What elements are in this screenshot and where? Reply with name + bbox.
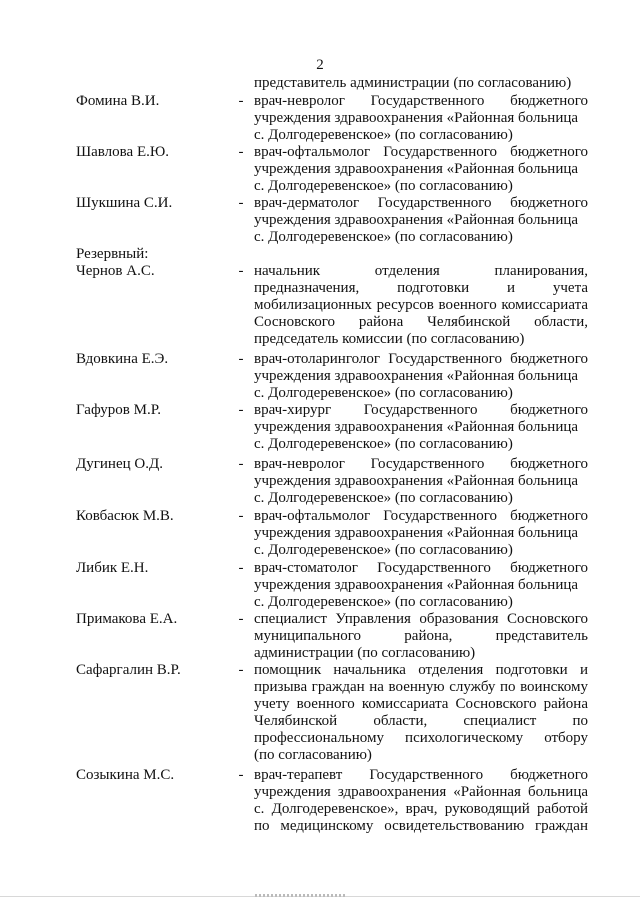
member-role-line: учреждения здравоохранения «Районная больница — [254, 577, 579, 593]
member-role-line: муниципального района, представитель — [254, 628, 588, 644]
member-name: Чернов А.С. — [76, 263, 155, 279]
member-role-line: врач-офтальмолог Государственного бюджетного — [254, 508, 588, 524]
member-role-line: предназначения, подготовки и учета — [254, 280, 588, 296]
member-name: Либик Е.Н. — [76, 560, 149, 576]
member-role-line: с. Долгодеревенское» (по согласованию) — [254, 542, 513, 558]
member-role-line: учреждения здравоохранения «Районная больница — [254, 212, 579, 228]
dash-separator: - — [238, 611, 244, 627]
member-name: Примакова Е.А. — [76, 611, 178, 627]
lead-in-text: представитель администрации (по согласованию) — [254, 75, 572, 91]
member-name: Ковбасюк М.В. — [76, 508, 174, 524]
dash-separator: - — [238, 560, 244, 576]
member-role-line: с. Долгодеревенское» (по согласованию) — [254, 436, 513, 452]
member-role-line: по медицинскому освидетельствованию граждан — [254, 818, 588, 834]
member-role-line: учреждения здравоохранения «Районная больница — [254, 110, 579, 126]
page-number: 2 — [316, 57, 324, 73]
member-role-line: врач-отоларинголог Государственного бюджетного — [254, 351, 588, 367]
member-role-line: с. Долгодеревенское» (по согласованию) — [254, 178, 513, 194]
member-role-line: призыва граждан на военную службу по воинскому — [254, 679, 588, 695]
dash-separator: - — [238, 195, 244, 211]
member-role-line: начальник отделения планирования, — [254, 263, 588, 279]
reserve-heading: Резервный: — [76, 246, 149, 262]
member-role-line: врач-хирург Государственного бюджетного — [254, 402, 588, 418]
member-role-line: учреждения здравоохранения «Районная больница — [254, 784, 588, 800]
dash-separator: - — [238, 144, 244, 160]
dash-separator: - — [238, 662, 244, 678]
member-role-line: учету военного комиссариата Сосновского района — [254, 696, 588, 712]
member-name: Шукшина С.И. — [76, 195, 173, 211]
dash-separator: - — [238, 93, 244, 109]
member-name: Созыкина М.С. — [76, 767, 175, 783]
dash-separator: - — [238, 508, 244, 524]
member-role-line: с. Долгодеревенское» (по согласованию) — [254, 127, 513, 143]
member-name: Сафаргалин В.Р. — [76, 662, 181, 678]
member-role-line: мобилизационных ресурсов военного комиссариата — [254, 297, 588, 313]
member-role-line: помощник начальника отделения подготовки и — [254, 662, 588, 678]
member-role-line: врач-дерматолог Государственного бюджетного — [254, 195, 588, 211]
member-role-line: учреждения здравоохранения «Районная больница — [254, 525, 579, 541]
member-role-line: с. Долгодеревенское» (по согласованию) — [254, 229, 513, 245]
member-role-line: учреждения здравоохранения «Районная больница — [254, 419, 579, 435]
member-name: Фомина В.И. — [76, 93, 160, 109]
member-name: Шавлова Е.Ю. — [76, 144, 170, 160]
member-role-line: с. Долгодеревенское» (по согласованию) — [254, 490, 513, 506]
member-role-line: Сосновского района Челябинской области, — [254, 314, 588, 330]
member-role-line: учреждения здравоохранения «Районная больница — [254, 473, 579, 489]
member-role-line: с. Долгодеревенское», врач, руководящий работой — [254, 801, 588, 817]
member-role-line: учреждения здравоохранения «Районная больница — [254, 161, 579, 177]
member-role-line: учреждения здравоохранения «Районная больница — [254, 368, 579, 384]
member-name: Вдовкина Е.Э. — [76, 351, 169, 367]
member-role-line: врач-невролог Государственного бюджетного — [254, 93, 588, 109]
member-role-line: врач-терапевт Государственного бюджетного — [254, 767, 588, 783]
dash-separator: - — [238, 767, 244, 783]
dash-separator: - — [238, 402, 244, 418]
footer-scan-mark — [255, 894, 345, 897]
member-name: Гафуров М.Р. — [76, 402, 161, 418]
member-role-line: Челябинской области, специалист по — [254, 713, 588, 729]
member-role-line: администрации (по согласованию) — [254, 645, 476, 661]
dash-separator: - — [238, 263, 244, 279]
member-role-line: с. Долгодеревенское» (по согласованию) — [254, 594, 513, 610]
member-role-line: председатель комиссии (по согласованию) — [254, 331, 525, 347]
member-role-line: профессиональному психологическому отбору — [254, 730, 588, 746]
member-role-line: врач-офтальмолог Государственного бюджетного — [254, 144, 588, 160]
member-role-line: специалист Управления образования Сосновского — [254, 611, 588, 627]
dash-separator: - — [238, 351, 244, 367]
member-role-line: (по согласованию) — [254, 747, 372, 763]
member-role-line: с. Долгодеревенское» (по согласованию) — [254, 385, 513, 401]
member-name: Дугинец О.Д. — [76, 456, 163, 472]
member-role-line: врач-невролог Государственного бюджетного — [254, 456, 588, 472]
member-role-line: врач-стоматолог Государственного бюджетного — [254, 560, 588, 576]
dash-separator: - — [238, 456, 244, 472]
